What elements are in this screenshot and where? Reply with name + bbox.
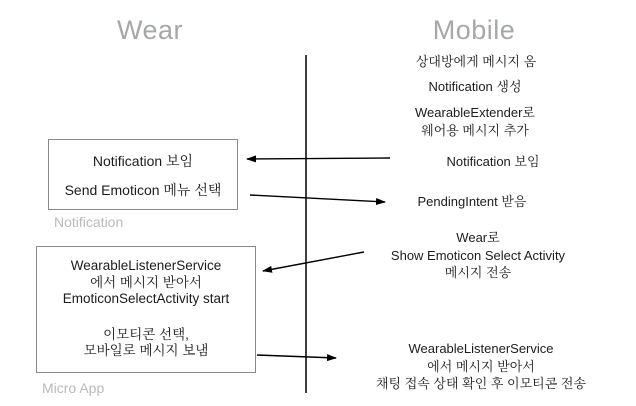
mobile-step-pending-intent: PendingIntent 받음 [417,194,527,209]
micro-app-box-line1: WearableListenerService [70,258,222,273]
mobile-step-wearable-listener-line2: 에서 메시지 받아서 [427,358,535,374]
notification-box-caption: Notification [54,214,124,230]
micro-app-box-line4: 이모티콘 선택, [103,326,189,342]
mobile-step-show-emoticon-line1: Wear로 [456,230,500,245]
micro-app-box-caption: Micro App [42,380,105,396]
micro-app-box [36,246,256,373]
micro-app-box-line3: EmoticonSelectActivity start [62,291,230,306]
mobile-step-wearable-extender [415,104,535,139]
arrow-notification-to-wear [247,158,390,159]
micro-app-box-line5: 모바일로 메시지 보냄 [83,343,209,358]
notification-box [48,139,238,210]
arrow-show-activity-to-wear [263,252,364,271]
mobile-step-notification-created: Notification 생성 [428,79,522,94]
notification-box-line1: Notification 보임 [92,153,194,169]
mobile-step-show-emoticon-line2: Show Emoticon Select Activity [390,247,566,263]
notification-box-line2: Send Emoticon 메뉴 선택 [64,182,222,198]
micro-app-box-line2: 에서 메시지 받아서 [90,274,202,290]
mobile-step-wearable-listener-line1: WearableListenerService [408,341,554,356]
arrow-send-message-to-mobile [257,355,336,358]
mobile-step-wearable-listener-line3: 채팅 접속 상태 확인 후 이모티콘 전송 [375,376,587,391]
mobile-step-wearable-extender-line1: WearableExtender로 [415,105,535,120]
arrow-menu-select-to-mobile [250,195,385,202]
mobile-step-show-emoticon-activity [391,229,565,282]
mobile-step-wearable-extender-line2: 웨어용 메시지 추가 [421,122,529,138]
mobile-step-show-emoticon-line3: 메시지 전송 [444,265,512,280]
mobile-step-message-arrived: 상대방에게 메시지 옴 [415,54,537,69]
mobile-step-notification-shown: Notification 보임 [446,154,540,169]
mobile-step-wearable-listener [376,340,586,393]
mobile-lane-title: Mobile [432,15,516,45]
wear-lane-title: Wear [116,15,184,45]
